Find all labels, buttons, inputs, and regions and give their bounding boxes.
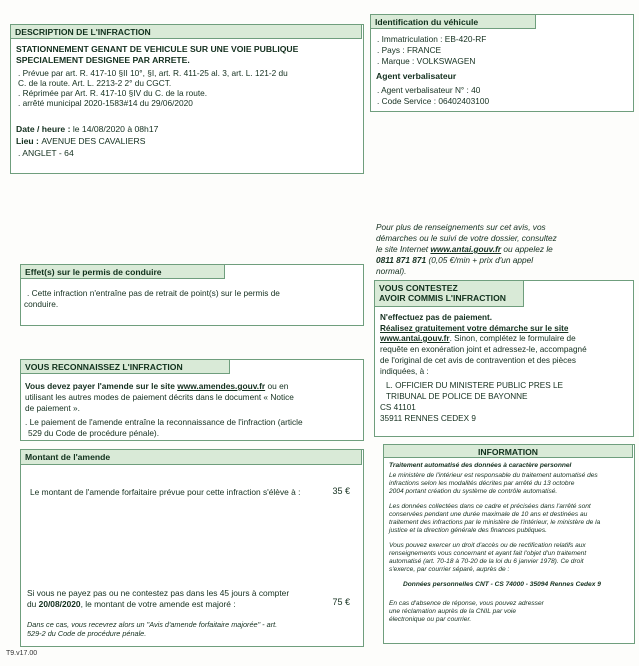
permis-line2: conduire. [24, 299, 59, 309]
contestation-line5: de l'original de cet avis de contravention et des pièces [380, 356, 576, 365]
reconnaissance-line1-post: ou en [265, 381, 289, 391]
montant-row2-pre: du [27, 599, 39, 609]
commune-value: . ANGLET - 64 [18, 148, 74, 158]
infraction-prevue-line2: C. de la route. Art. L. 2213-2 2° du CGCT. [18, 78, 172, 88]
information-p2-l3: traitement des infractions par le ministère de l'intérieur, le ministère de la [389, 519, 601, 526]
lieu-value: AVENUE DES CAVALIERS [41, 136, 146, 146]
code-service-value: 06402403100 [438, 96, 490, 106]
infraction-header: DESCRIPTION DE L'INFRACTION [10, 24, 362, 39]
information-p3-l2: renseignements vous concernant et ayant fait l'objet d'un traitement [389, 550, 587, 557]
antai-gouv-link-contest[interactable]: www.antai.gouv.fr [380, 334, 450, 343]
montant-row2-post: , le montant de votre amende est majoré : [80, 599, 236, 609]
date-label: Date / heure : [16, 124, 73, 134]
information-p4: Données personnelles CNT - CS 74000 - 35094 Rennes Cedex 9 [403, 581, 601, 588]
antai-phone: 0811 871 871 [376, 255, 427, 265]
reconnaissance-line2: utilisant les autres modes de paiement décrits dans le document « Notice [25, 392, 294, 402]
montant-row2-value: 75 € [332, 597, 350, 607]
permis-header: Effet(s) sur le permis de conduire [20, 264, 225, 279]
reconnaissance-line3: de paiement ». [25, 403, 80, 413]
antai-phone-detail: (0,05 €/min + prix d'un appel [426, 255, 534, 265]
permis-line1: . Cette infraction n'entraîne pas de retrait de point(s) sur le permis de [27, 288, 280, 298]
pays-label: . Pays : [377, 45, 407, 55]
amendes-gouv-link[interactable]: www.amendes.gouv.fr [177, 381, 266, 391]
agent-verbalisateur-header: Agent verbalisateur [376, 71, 457, 81]
contestation-header [374, 280, 524, 307]
information-p5-l1: En cas d'absence de réponse, vous pouvez adresser [389, 600, 544, 607]
date-value: le 14/08/2020 à 08h17 [72, 124, 159, 134]
infraction-title-line1: STATIONNEMENT GENANT DE VEHICULE SUR UNE VOIE PUBLIQUE [16, 44, 299, 54]
contestation-address-line2: TRIBUNAL DE POLICE DE BAYONNE [386, 392, 528, 401]
document-reference: T9.v17.00 [6, 650, 38, 657]
renseignements-line2: démarches ou le suivi de votre dossier, consultez [376, 233, 557, 243]
immat-label: . Immatriculation : [377, 34, 445, 44]
montant-row2-line1: Si vous ne payez pas ou ne contestez pas dans les 45 jours à compter [27, 588, 290, 598]
renseignements-line3-pre: le site Internet [376, 244, 431, 254]
information-p5-l2: une réclamation auprès de la CNIL par voie [389, 608, 517, 615]
information-p2-l1: Les données collectées dans ce cadre et précisées dans l'arrêté sont [389, 503, 591, 510]
contestation-address-line3: CS 41101 [380, 403, 416, 412]
montant-majoration-date: 20/08/2020 [38, 599, 81, 609]
contestation-line1: N'effectuez pas de paiement. [380, 313, 493, 322]
immat-value: EB-420-RF [444, 34, 487, 44]
code-service-label: . Code Service : [377, 96, 439, 106]
information-p1-l3: 2004 portant création du système de contrôle automatisé. [389, 488, 558, 495]
contestation-address-line4: 35911 RENNES CEDEX 9 [380, 414, 476, 423]
information-p5-l3: électronique ou par courrier. [389, 616, 472, 623]
montant-panel [20, 449, 364, 647]
information-p1-title: Traitement automatisé des données à caractère personnel [389, 462, 572, 469]
montant-note-line1: Dans ce cas, vous recevrez alors un "Avis d'amende forfaitaire majorée" - art. [27, 620, 278, 629]
contestation-address-line1: L. OFFICIER DU MINISTERE PUBLIC PRES LE [386, 381, 563, 390]
reconnaissance-line1-pre: Vous devez payer l'amende sur le site [25, 381, 178, 391]
information-p2-l2: conservées pendant une durée maximale de 10 ans et destinées au [389, 511, 588, 518]
reconnaissance-line4: . Le paiement de l'amende entraîne la reconnaissance de l'infraction (article [25, 417, 303, 427]
information-p2-l4: justice et la direction générale des finances publiques. [389, 527, 547, 534]
contestation-header-line2: AVOIR COMMIS L'INFRACTION [379, 293, 506, 303]
contestation-line3-post: . Sinon, complétez le formulaire de [449, 334, 576, 343]
information-p3-l3: automatisé (art. 70-18 à 70-20 de la loi du 6 janvier 1978). Ce droit [389, 558, 584, 565]
montant-header: Montant de l'amende [20, 449, 362, 465]
infraction-arrete: . arrêté municipal 2020-1583#14 du 29/06/2020 [18, 98, 193, 108]
infraction-reprimee: . Réprimée par Art. R. 417-10 §IV du C. de la route. [18, 88, 208, 98]
infraction-prevue-line1: . Prévue par art. R. 417-10 §II 10°, §I, art. R. 411-25 al. 3, art. L. 121-2 du [18, 68, 288, 78]
renseignements-line5: normal). [376, 266, 407, 276]
information-p3-l1: Vous pouvez exercer un droit d'accès ou de rectification relatifs aux [389, 542, 586, 549]
vehicule-header: Identification du véhicule [370, 14, 536, 29]
information-p1-l2: infractions selon les modalités décrites par arrêté du 13 octobre [389, 480, 575, 487]
information-p3-l4: s'exerce, par courrier séparé, auprès de : [389, 566, 510, 573]
pays-value: FRANCE [406, 45, 442, 55]
marque-value: VOLKSWAGEN [416, 56, 476, 66]
infraction-title-line2: SPECIALEMENT DESIGNEE PAR ARRETE. [16, 55, 190, 65]
renseignements-line3-post: ou appelez le [501, 244, 553, 254]
montant-note-line2: 529-2 du Code de procédure pénale. [27, 629, 147, 638]
reconnaissance-line5: 529 du Code de procédure pénale). [28, 428, 160, 438]
contestation-line2: Réalisez gratuitement votre démarche sur le site [380, 324, 569, 333]
contestation-line6: indiquées, à : [380, 367, 429, 376]
information-header: INFORMATION [383, 444, 633, 458]
lieu-label: Lieu : [16, 136, 42, 146]
information-p1-l1: Le ministère de l'intérieur est responsable du traitement automatisé des [389, 472, 598, 479]
antai-gouv-link-top[interactable]: www.antai.gouv.fr [430, 244, 502, 254]
contestation-line4: requête en exonération joint et adressez-le, accompagné [380, 345, 587, 354]
renseignements-line1: Pour plus de renseignements sur cet avis, vos [376, 222, 546, 232]
montant-row1-label: Le montant de l'amende forfaitaire prévue pour cette infraction s'élève à : [30, 487, 301, 497]
marque-label: . Marque : [377, 56, 417, 66]
contestation-header-line1: VOUS CONTESTEZ [379, 283, 458, 293]
reconnaissance-header: VOUS RECONNAISSEZ L'INFRACTION [20, 359, 230, 374]
montant-row1-value: 35 € [332, 486, 350, 496]
agent-num-value: 40 [471, 85, 481, 95]
agent-num-label: . Agent verbalisateur N° : [377, 85, 472, 95]
